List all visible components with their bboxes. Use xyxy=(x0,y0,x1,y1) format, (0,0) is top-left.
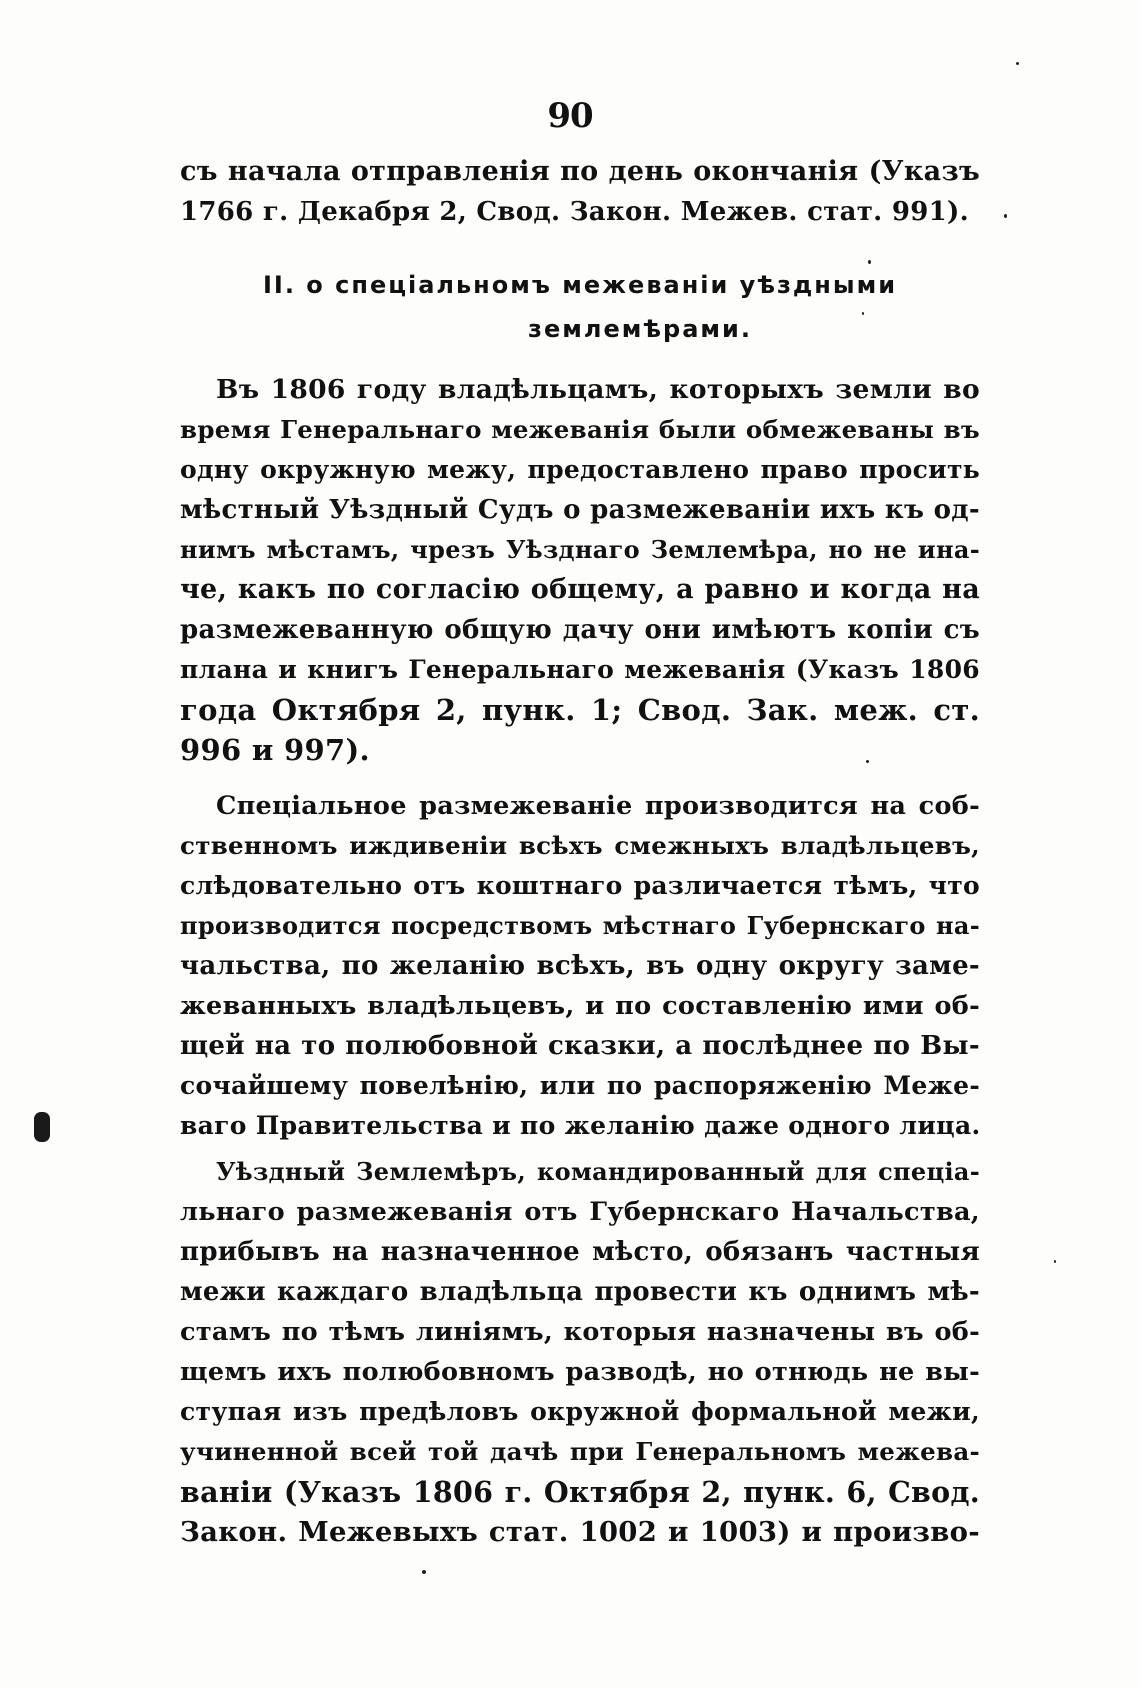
text-line: че, какъ по согласію общему, а равно и когда на xyxy=(180,574,980,605)
ink-speck xyxy=(868,260,871,264)
text-line: плана и книгъ Генеральнаго межеванія (Указъ 1806 xyxy=(180,655,980,684)
text-line: размежеванную общую дачу они имѣютъ копіи съ xyxy=(180,615,980,645)
ink-speck xyxy=(1054,1260,1056,1263)
text-line: слѣдовательно отъ коштнаго различается тѣмъ, что xyxy=(180,871,980,900)
section-heading-line: землемѣрами. xyxy=(528,315,752,343)
text-line: льнаго размежеванія отъ Губернскаго Начальства, xyxy=(180,1197,980,1227)
ink-speck xyxy=(1004,214,1007,218)
section-heading-line: II. о спеціальномъ межеваніи уѣздными xyxy=(262,271,898,299)
text-line: производится посредствомъ мѣстнаго Губернскаго на- xyxy=(180,911,980,940)
paragraph xyxy=(180,370,980,770)
paragraph xyxy=(180,786,980,1146)
text-line: стамъ по тѣмъ линіямъ, которыя назначены въ об- xyxy=(180,1317,980,1347)
text-line: время Генеральнаго межеванія были обмежеваны въ xyxy=(180,415,980,444)
text-line: мѣстный Уѣздный Судъ о размежеваніи ихъ къ од- xyxy=(180,495,980,525)
text-line: Уѣздный Землемѣръ, командированный для спеціа- xyxy=(216,1157,980,1186)
text-line: учиненной всей той дачѣ при Генеральномъ межева- xyxy=(180,1437,980,1466)
ink-smudge xyxy=(34,1112,50,1142)
ink-speck xyxy=(422,1570,426,1574)
text-line: ваго Правительства и по желанію даже одного лица. xyxy=(180,1111,981,1140)
continued-text-block xyxy=(180,152,980,232)
text-line: Спеціальное размежеваніе производится на соб- xyxy=(216,791,980,821)
text-line: жеванныхъ владѣльцевъ, и по составленію ими об- xyxy=(180,991,980,1021)
text-line: одну окружную межу, предоставлено право просить xyxy=(180,455,980,484)
text-line: ваніи (Указъ 1806 г. Октября 2, пунк. 6, Свод. xyxy=(180,1475,980,1509)
text-line: межи каждаго владѣльца провести къ однимъ мѣ- xyxy=(180,1277,980,1307)
text-line: чальства, по желанію всѣхъ, въ одну округу заме- xyxy=(180,951,980,981)
text-line: Закон. Межевыхъ стат. 1002 и 1003) и произво- xyxy=(180,1516,980,1548)
text-line: 996 и 997). xyxy=(180,733,370,767)
paragraph xyxy=(180,1152,980,1552)
text-line: ственномъ иждивеніи всѣхъ смежныхъ владѣльцевъ, xyxy=(180,831,980,860)
text-line: 1766 г. Декабря 2, Свод. Закон. Межев. стат. 991). xyxy=(180,197,970,227)
text-line: сочайшему повелѣнію, или по распоряженію Меже- xyxy=(180,1071,980,1100)
text-line: прибывъ на назначенное мѣсто, обязанъ частныя xyxy=(180,1237,980,1267)
section-heading xyxy=(180,263,980,351)
text-line: года Октября 2, пунк. 1; Свод. Зак. меж. ст. xyxy=(180,693,980,727)
ink-speck xyxy=(1016,62,1019,65)
page-number: 90 xyxy=(547,96,593,136)
text-line: Въ 1806 году владѣльцамъ, которыхъ земли во xyxy=(216,374,980,405)
ink-speck xyxy=(862,312,864,315)
text-line: щемъ ихъ полюбовномъ разводѣ, но отнюдь не вы- xyxy=(180,1357,980,1387)
text-line: нимъ мѣстамъ, чрезъ Уѣзднаго Землемѣра, но не ина- xyxy=(180,535,980,564)
ink-speck xyxy=(866,760,869,763)
text-line: щей на то полюбовной сказки, а послѣднее по Вы- xyxy=(180,1031,980,1061)
text-line: ступая изъ предѣловъ окружной формальной межи, xyxy=(180,1397,980,1426)
text-line: съ начала отправленія по день окончанія (Указъ xyxy=(180,156,980,187)
